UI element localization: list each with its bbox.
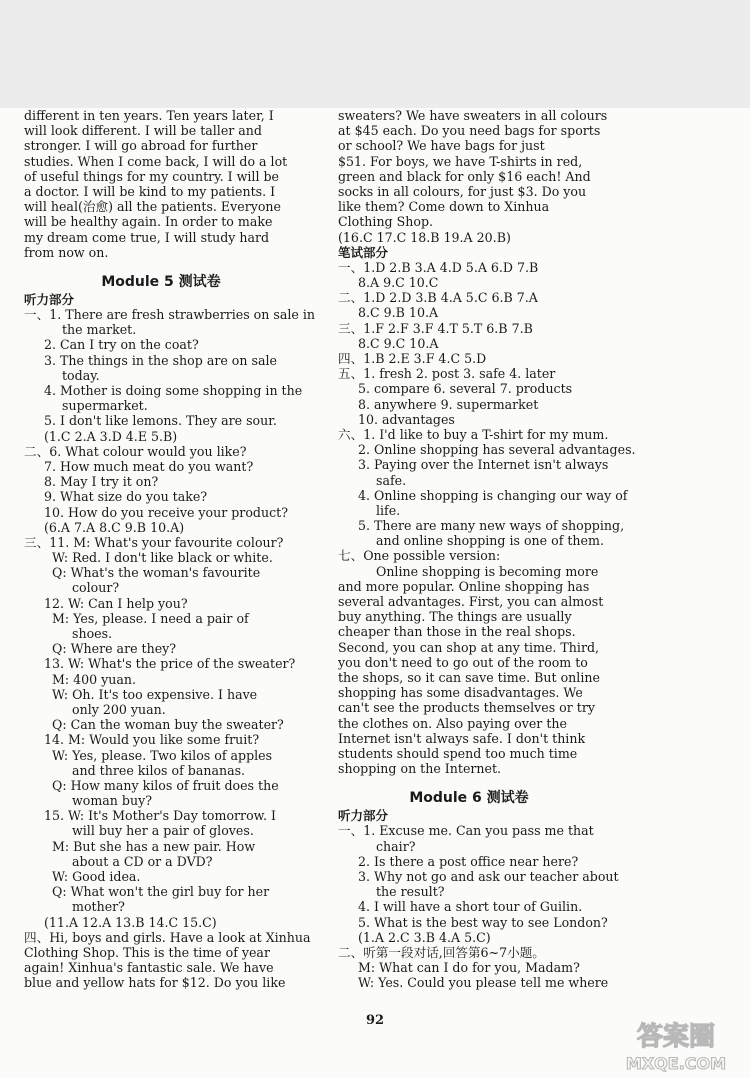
text-line: green and black for only $16 each! And	[338, 168, 591, 184]
watermark-sub: MXQE.COM	[625, 1054, 727, 1073]
text-line: Internet isn't always safe. I don't think	[338, 730, 586, 746]
text-line: shoes.	[72, 626, 113, 641]
text-line: 4. Mother is doing some shopping in the	[44, 383, 303, 398]
text-line: and more popular. Online shopping has	[338, 578, 590, 594]
text-line: Q: What won't the girl buy for her	[52, 884, 270, 900]
text-line: of useful things for my country. I will be	[24, 168, 279, 184]
text-line: W: Yes, please. Two kilos of apples	[52, 747, 273, 763]
text-line: safe.	[376, 472, 407, 488]
written-part-label: 笔试部分	[338, 244, 389, 260]
answer-key: 8.C 9.B 10.A	[358, 305, 439, 321]
text-line: $51. For boys, we have T-shirts in red,	[338, 153, 583, 169]
text-line: M: 400 yuan.	[52, 671, 137, 687]
answer-key: 五、1. fresh 2. post 3. safe 4. later	[338, 366, 556, 382]
text-line: 四、Hi, boys and girls. Have a look at Xinhua	[24, 929, 311, 945]
text-line: 3. Paying over the Internet isn't always	[358, 457, 609, 473]
text-line: 六、1. I'd like to buy a T-shirt for my mum.	[338, 426, 609, 442]
text-line: 2. Online shopping has several advantages.	[358, 442, 636, 458]
text-line: 2. Can I try on the coat?	[44, 337, 199, 353]
text-line: 8. May I try it on?	[44, 474, 159, 490]
text-line: from now on.	[24, 244, 109, 260]
text-line: 3. Why not go and ask our teacher about	[358, 869, 619, 884]
text-line: 2. Is there a post office near here?	[358, 853, 579, 869]
text-line: 一、1. There are fresh strawberries on sale in	[24, 307, 315, 323]
text-line: the clothes on. Also paying over the	[338, 715, 567, 731]
text-line: Q: Where are they?	[52, 641, 177, 657]
text-line: cheaper than those in the real shops.	[338, 624, 576, 640]
text-line: woman buy?	[72, 793, 152, 809]
text-line: Second, you can shop at any time. Third,	[338, 639, 600, 655]
text-line: shopping on the Internet.	[338, 761, 502, 777]
text-line: Clothing Shop.	[338, 214, 434, 230]
answer-key: 10. advantages	[358, 411, 455, 427]
answer-key: (6.A 7.A 8.C 9.B 10.A)	[44, 519, 185, 535]
text-line: socks in all colours, for just $3. Do you	[338, 183, 587, 199]
text-line: and online shopping is one of them.	[376, 533, 604, 549]
text-line: about a CD or a DVD?	[72, 853, 213, 869]
text-line: shopping has some disadvantages. We	[338, 685, 583, 701]
text-line: only 200 yuan.	[72, 701, 166, 717]
text-line: Q: What's the woman's favourite	[52, 565, 261, 581]
answer-key: (1.A 2.C 3.B 4.A 5.C)	[358, 929, 491, 945]
text-line: 七、One possible version:	[338, 548, 501, 564]
text-line: 5. What is the best way to see London?	[358, 914, 608, 930]
text-line: 4. I will have a short tour of Guilin.	[358, 899, 583, 915]
text-line: W: Yes. Could you please tell me where	[358, 975, 609, 991]
text-line: M: Yes, please. I need a pair of	[52, 610, 249, 626]
text-line: blue and yellow hats for $12. Do you like	[24, 975, 286, 991]
text-line: sweaters? We have sweaters in all colours	[338, 108, 608, 123]
text-line: like them? Come down to Xinhua	[338, 199, 550, 215]
answer-key: 一、1.D 2.B 3.A 4.D 5.A 6.D 7.B	[338, 259, 539, 275]
text-line: 5. I don't like lemons. They are sour.	[44, 413, 277, 429]
text-line: 7. How much meat do you want?	[44, 458, 254, 474]
right-column	[338, 108, 636, 991]
text-line: you don't need to go out of the room to	[338, 654, 588, 670]
text-line: the market.	[62, 322, 137, 338]
text-line: students should spend too much time	[338, 745, 578, 761]
watermark-main: 答案圈	[636, 1022, 716, 1052]
text-line: the shops, so it can save time. But online	[338, 669, 600, 685]
text-line: W: Red. I don't like black or white.	[52, 550, 273, 566]
text-line: my dream come true, I will study hard	[24, 229, 270, 245]
text-line: 13. W: What's the price of the sweater?	[44, 656, 296, 672]
text-line: M: But she has a new pair. How	[52, 838, 256, 854]
answer-key: 8.C 9.C 10.A	[358, 335, 439, 351]
text-line: supermarket.	[62, 398, 148, 414]
text-line: 10. How do you receive your product?	[44, 504, 288, 520]
text-line: colour?	[72, 580, 120, 596]
watermark-logo	[610, 1015, 742, 1075]
answer-key: 四、1.B 2.E 3.F 4.C 5.D	[338, 351, 487, 366]
answer-key: 5. compare 6. several 7. products	[358, 381, 573, 397]
answer-key: 三、1.F 2.F 3.F 4.T 5.T 6.B 7.B	[338, 320, 533, 336]
text-line: 三、11. M: What's your favourite colour?	[24, 534, 284, 550]
answer-key: (16.C 17.C 18.B 19.A 20.B)	[338, 229, 511, 245]
text-line: 二、6. What colour would you like?	[24, 443, 247, 459]
module5-title: Module 5 测试卷	[101, 273, 221, 290]
text-line: 二、听第一段对话,回答第6~7小题。	[338, 944, 545, 960]
text-line: Online shopping is becoming more	[376, 563, 599, 579]
text-line: 4. Online shopping is changing our way of	[358, 487, 628, 503]
text-line: W: Oh. It's too expensive. I have	[52, 686, 258, 702]
listening-label: 听力部分	[24, 291, 75, 307]
page-number: 92	[365, 1013, 385, 1028]
top-blank-band	[0, 0, 750, 108]
text-line: will look different. I will be taller and	[24, 123, 262, 139]
text-line: 12. W: Can I help you?	[44, 595, 188, 611]
text-line: buy anything. The things are usually	[338, 609, 572, 625]
answer-key: (1.C 2.A 3.D 4.E 5.B)	[44, 428, 178, 444]
answer-key: 二、1.D 2.D 3.B 4.A 5.C 6.B 7.A	[338, 290, 538, 306]
text-line: will heal(治愈) all the patients. Everyone	[24, 199, 281, 215]
text-line: Q: How many kilos of fruit does the	[52, 777, 279, 793]
text-line: chair?	[376, 838, 416, 854]
text-line: Clothing Shop. This is the time of year	[24, 944, 270, 960]
text-line: life.	[376, 502, 401, 518]
text-line: again! Xinhua's fantastic sale. We have	[24, 960, 274, 976]
text-line: a doctor. I will be kind to my patients. I	[24, 183, 276, 199]
text-line: 3. The things in the shop are on sale	[44, 352, 277, 368]
text-line: can't see the products themselves or try	[338, 700, 595, 716]
module6-title: Module 6 测试卷	[409, 790, 529, 807]
text-line: studies. When I come back, I will do a lot	[24, 153, 288, 169]
left-column	[24, 108, 315, 991]
text-line: different in ten years. Ten years later, I	[24, 108, 274, 123]
text-line: will be healthy again. In order to make	[24, 214, 273, 230]
answer-key: 8.A 9.C 10.C	[358, 275, 439, 291]
text-line: 9. What size do you take?	[44, 489, 208, 505]
text-line: several advantages. First, you can almost	[338, 594, 604, 609]
text-line: today.	[62, 367, 100, 383]
text-line: 5. There are many new ways of shopping,	[358, 518, 625, 534]
listening-label: 听力部分	[338, 808, 389, 824]
text-line: 15. W: It's Mother's Day tomorrow. I	[44, 808, 276, 824]
text-line: will buy her a pair of gloves.	[72, 823, 254, 839]
text-line: W: Good idea.	[52, 869, 141, 884]
text-line: mother?	[72, 899, 125, 915]
text-line: M: What can I do for you, Madam?	[358, 960, 580, 976]
text-line: or school? We have bags for just	[338, 138, 545, 154]
text-line: and three kilos of bananas.	[72, 762, 246, 778]
answer-key: 8. anywhere 9. supermarket	[358, 396, 539, 412]
text-line: 一、1. Excuse me. Can you pass me that	[338, 823, 594, 839]
text-line: 14. M: Would you like some fruit?	[44, 732, 260, 748]
text-line: Q: Can the woman buy the sweater?	[52, 717, 284, 733]
text-line: at $45 each. Do you need bags for sports	[338, 123, 601, 139]
answer-key: (11.A 12.A 13.B 14.C 15.C)	[44, 914, 217, 930]
text-line: stronger. I will go abroad for further	[24, 138, 258, 154]
text-line: the result?	[376, 884, 445, 900]
